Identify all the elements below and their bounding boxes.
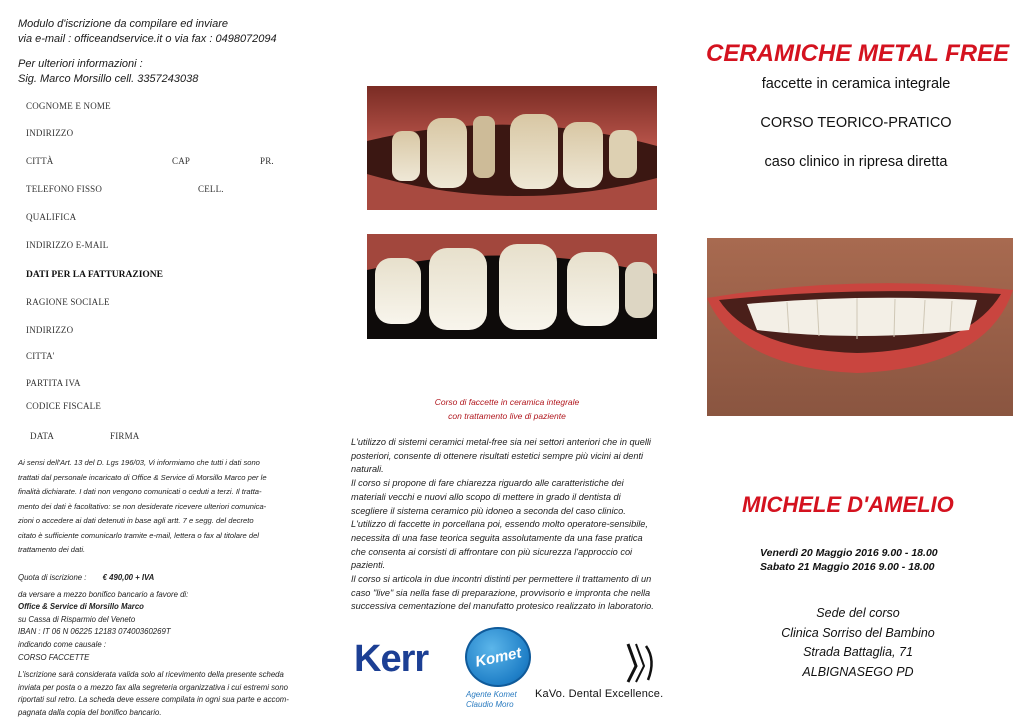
subtitle-faccette: faccette in ceramica integrale xyxy=(761,76,951,92)
caption-line: con trattamento live di paziente xyxy=(448,411,566,421)
course-description xyxy=(351,436,681,614)
payment-section xyxy=(18,572,318,720)
description-line: successiva cementazione del manufatto protesico realizzato in laboratorio. xyxy=(351,601,654,612)
billing-heading: DATI PER LA FATTURAZIONE xyxy=(26,270,163,280)
privacy-line: Ai sensi dell'Art. 13 del D. Lgs 196/03, Vi informiamo che tutti i dati sono xyxy=(18,458,260,467)
kavo-emblem-icon xyxy=(622,640,658,686)
description-line: L'utilizzo di sistemi ceramici metal-free sia nei settori anteriori che in quelli xyxy=(351,437,651,447)
subtitle-caso: caso clinico in ripresa diretta xyxy=(764,154,948,170)
field-cognome-nome: COGNOME E NOME xyxy=(26,101,111,111)
field-indirizzo: INDIRIZZO xyxy=(26,128,74,138)
payment-iban: IBAN : IT 06 N 06225 12183 07400360269T xyxy=(18,627,171,637)
privacy-line: trattati dal personale incaricato di Office & Service di Morsillo Marco per le xyxy=(18,472,267,482)
teeth-after-illustration xyxy=(367,234,657,339)
payment-note-line: pagnata dalla copia del bonifico bancario. xyxy=(18,707,162,717)
agent-line: Claudio Moro xyxy=(466,700,514,709)
description-line: materiali vecchi e nuovi allo scopo di mettere in grado il dentista di xyxy=(351,491,621,502)
description-line: Il corso si articola in due incontri distinti per permettere il trattamento di un xyxy=(351,574,652,585)
description-line: L'utilizzo di faccette in porcellana poi, essendo molto operatore-sensibile, xyxy=(351,519,648,530)
speaker-name: MICHELE D'AMELIO xyxy=(742,492,954,517)
field-cell: CELL. xyxy=(198,184,224,194)
payment-bank: su Cassa di Risparmio del Veneto xyxy=(18,614,136,624)
venue-address: Strada Battaglia, 71 xyxy=(803,645,913,659)
photo-caption xyxy=(357,395,657,423)
field-pr: PR. xyxy=(260,156,274,166)
page-title: CERAMICHE METAL FREE xyxy=(706,40,1010,67)
privacy-line: trattamento dei dati. xyxy=(18,545,86,554)
privacy-line: finalità dichiarate. I dati non vengono comunicati o ceduti a terzi. Il tratta- xyxy=(18,487,262,496)
komet-logo-text: Komet xyxy=(473,644,523,671)
privacy-line: zioni o accedere ai dati detenuti in base agli artt. 7 e segg. del decreto xyxy=(18,516,254,525)
venue xyxy=(728,604,988,682)
field-qualifica: QUALIFICA xyxy=(26,212,77,222)
agent-line: Agente Komet xyxy=(466,690,517,699)
payment-beneficiary: Office & Service di Morsillo Marco xyxy=(18,602,144,612)
description-line: che consenta ai corsisti di affrontare con più sicurezza l'approccio coi xyxy=(351,546,633,557)
komet-logo xyxy=(465,627,531,687)
privacy-notice xyxy=(18,456,308,558)
header-line-1: Modulo d'iscrizione da compilare ed inviare xyxy=(18,18,228,30)
date-line: Sabato 21 Maggio 2016 9.00 - 18.00 xyxy=(760,561,935,573)
field-firma: FIRMA xyxy=(110,431,140,441)
field-email: INDIRIZZO E-MAIL xyxy=(26,240,109,250)
venue-city: ALBIGNASEGO PD xyxy=(802,664,914,679)
teeth-photo-before xyxy=(367,86,657,210)
kavo-logo-text: KaVo. Dental Excellence. xyxy=(535,688,664,700)
venue-heading: Sede del corso xyxy=(816,606,900,620)
teeth-photo-after xyxy=(367,234,657,339)
quota-value: € 490,00 + IVA xyxy=(102,573,155,582)
smile-photo xyxy=(707,238,1013,416)
payment-causale: CORSO FACCETTE xyxy=(18,652,90,662)
course-dates xyxy=(760,546,938,574)
caption-line: Corso di faccette in ceramica integrale xyxy=(434,397,580,407)
smile-illustration xyxy=(707,238,1013,416)
field-partita-iva: PARTITA IVA xyxy=(26,378,81,388)
description-line: Il corso si propone di fare chiarezza riguardo alle caratteristiche dei xyxy=(351,478,624,489)
kerr-logo-text: Kerr xyxy=(354,638,429,680)
description-line: pazienti. xyxy=(351,560,386,571)
payment-line-1: da versare a mezzo bonifico bancario a favore di: xyxy=(18,589,189,599)
quota-row xyxy=(18,572,318,585)
payment-note-line: riportati sul retro. La scheda deve essere compilata in ogni sua parte e accom- xyxy=(18,695,289,705)
field-citta: CITTÀ xyxy=(26,156,54,166)
description-line: naturali. xyxy=(351,464,384,475)
field-codice-fiscale: CODICE FISCALE xyxy=(26,401,102,411)
field-cap: CAP xyxy=(172,156,191,166)
privacy-line: citato è sufficiente comunicarlo tramite e-mail, lettera o fax al titolare del xyxy=(18,530,259,540)
info-line-1: Per ulteriori informazioni : xyxy=(18,58,143,70)
payment-note-line: L'iscrizione sarà considerata valida solo al ricevimento della presente scheda xyxy=(18,670,284,680)
venue-name: Clinica Sorriso del Bambino xyxy=(781,625,935,640)
field-ragione-sociale: RAGIONE SOCIALE xyxy=(26,297,110,307)
kerr-logo xyxy=(354,638,428,681)
payment-note-line: inviata per posta o a mezzo fax alla segreteria organizzativa i cui estremi sono xyxy=(18,682,288,692)
description-line: necessita di una fase teorica seguita assolutamente da una fase pratica xyxy=(351,532,643,543)
header-line-2: via e-mail : officeandservice.it o via fax : 0498072094 xyxy=(18,33,277,45)
description-line: scegliere il sistema ceramico più idoneo a seconda del caso clinico. xyxy=(351,505,626,516)
field-indirizzo-billing: INDIRIZZO xyxy=(26,325,74,335)
quota-label: Quota di iscrizione : xyxy=(18,573,87,582)
description-line: caso "live" sia nella fase di preparazione, provvisorio e impronta che nella xyxy=(351,587,651,598)
privacy-line: mento dei dati è facoltativo: se non desiderate ricevere ulteriori comunica- xyxy=(18,501,267,511)
date-line: Venerdì 20 Maggio 2016 9.00 - 18.00 xyxy=(760,547,938,559)
field-data: DATA xyxy=(30,431,55,441)
description-line: posteriori, consente di ottenere risultati estetici sempre più vicini ai denti xyxy=(351,450,644,461)
payment-causale-label: indicando come causale : xyxy=(18,639,106,649)
subtitle-corso: CORSO TEORICO-PRATICO xyxy=(760,115,952,131)
field-telefono: TELEFONO FISSO xyxy=(26,184,103,194)
info-line-2: Sig. Marco Morsillo cell. 3357243038 xyxy=(18,73,199,85)
field-citta-billing: CITTA' xyxy=(26,351,55,361)
komet-agent xyxy=(466,690,517,710)
teeth-before-illustration xyxy=(367,86,657,210)
